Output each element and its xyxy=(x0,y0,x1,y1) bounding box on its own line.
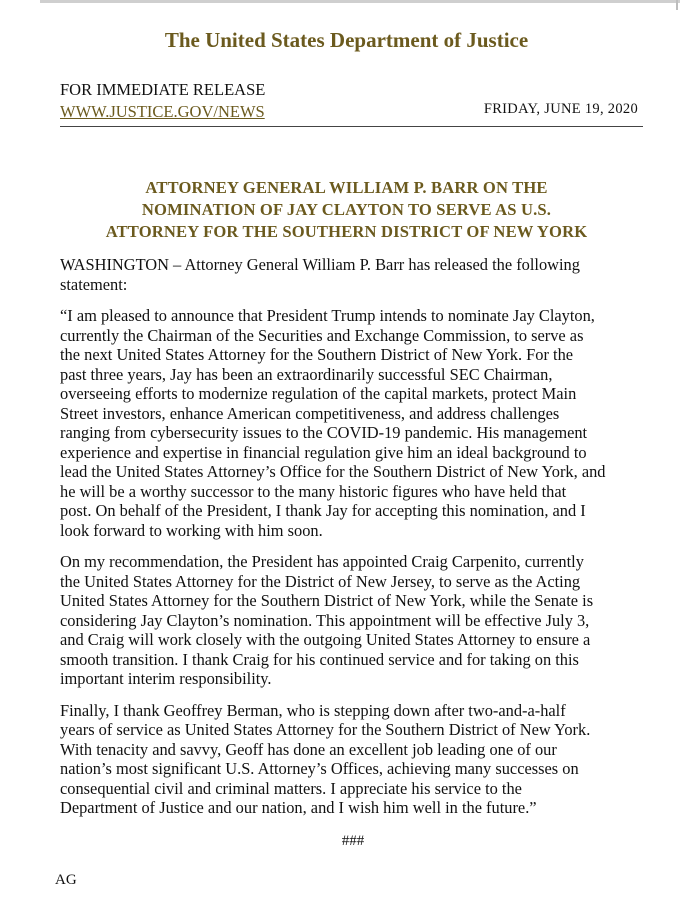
text-line: the next United States Attorney for the Southern District of New York. For the xyxy=(60,345,574,364)
text-line: and Craig will work closely with the outgoing United States Attorney to ensure a xyxy=(60,630,591,649)
release-date: FRIDAY, JUNE 19, 2020 xyxy=(483,101,638,117)
text-line: he will be a worthy successor to the many historic figures who have held that xyxy=(60,481,567,501)
footer-code: AG xyxy=(55,872,77,888)
text-line: post. On behalf of the President, I thank Jay for accepting this nomination, and I xyxy=(60,501,586,520)
text-line: On my recommendation, the President has appointed Craig Carpenito, currently xyxy=(60,552,584,571)
release-label: FOR IMMEDIATE RELEASE xyxy=(60,80,266,99)
text-line: overseeing efforts to modernize regulation of the capital markets, protect Main xyxy=(60,384,577,403)
agency-title: The United States Department of Justice xyxy=(164,28,529,52)
statement-body xyxy=(60,255,646,851)
intro-paragraph xyxy=(60,255,646,294)
text-line: Department of Justice and our nation, and I wish him well in the future.” xyxy=(60,798,537,817)
text-line: lead the United States Attorney’s Office for the Southern District of New York, and xyxy=(60,462,606,481)
berman-paragraph xyxy=(60,701,646,818)
text-line: nation’s most significant U.S. Attorney’s Offices, achieving many successes on xyxy=(60,759,579,778)
text-line: years of service as United States Attorney for the Southern District of New York. xyxy=(60,720,591,739)
headline-line: ATTORNEY GENERAL WILLIAM P. BARR ON THE xyxy=(145,178,548,197)
page-corner-border xyxy=(676,0,693,10)
text-line: the United States Attorney for the District of New Jersey, to serve as the Acting xyxy=(60,571,581,591)
nomination-paragraph xyxy=(60,306,646,540)
text-line: important interim responsibility. xyxy=(60,669,272,688)
text-line: “I am pleased to announce that President Trump intends to nominate Jay Clayton, xyxy=(60,306,595,325)
text-line: Street investors, enhance American competitiveness, and address challenges xyxy=(60,403,560,423)
text-line: considering Jay Clayton’s nomination. This appointment will be effective July 3, xyxy=(60,610,590,630)
text-line: WASHINGTON – Attorney General William P. Barr has released the following xyxy=(60,255,580,274)
page-top-border xyxy=(40,0,680,3)
headline-line: ATTORNEY FOR THE SOUTHERN DISTRICT OF NEW YORK xyxy=(105,222,588,241)
text-line: smooth transition. I thank Craig for his continued service and for taking on this xyxy=(60,649,579,669)
text-line: consequential civil and criminal matters. I appreciate his service to the xyxy=(60,778,522,798)
text-line: ranging from cybersecurity issues to the COVID-19 pandemic. His management xyxy=(60,423,588,442)
header-divider xyxy=(60,126,643,127)
text-line: experience and expertise in financial regulation give him an ideal background to xyxy=(60,442,587,462)
justice-news-link[interactable]: WWW.JUSTICE.GOV/NEWS xyxy=(60,102,265,121)
text-line: currently the Chairman of the Securities and Exchange Commission, to serve as xyxy=(60,325,584,345)
end-mark: ### xyxy=(341,832,365,849)
text-line: statement: xyxy=(60,274,128,294)
text-line: past three years, Jay has been an extraordinarily successful SEC Chairman, xyxy=(60,364,553,384)
text-line: United States Attorney for the Southern District of New York, while the Senate is xyxy=(60,591,594,610)
headline-line: NOMINATION OF JAY CLAYTON TO SERVE AS U.S. xyxy=(141,200,552,219)
text-line: With tenacity and savvy, Geoff has done an excellent job leading one of our xyxy=(60,739,557,759)
text-line: look forward to working with him soon. xyxy=(60,520,323,540)
release-block xyxy=(60,79,265,123)
headline xyxy=(40,177,653,243)
acting-attorney-paragraph xyxy=(60,552,646,689)
text-line: Finally, I thank Geoffrey Berman, who is stepping down after two-and-a-half xyxy=(60,700,566,720)
